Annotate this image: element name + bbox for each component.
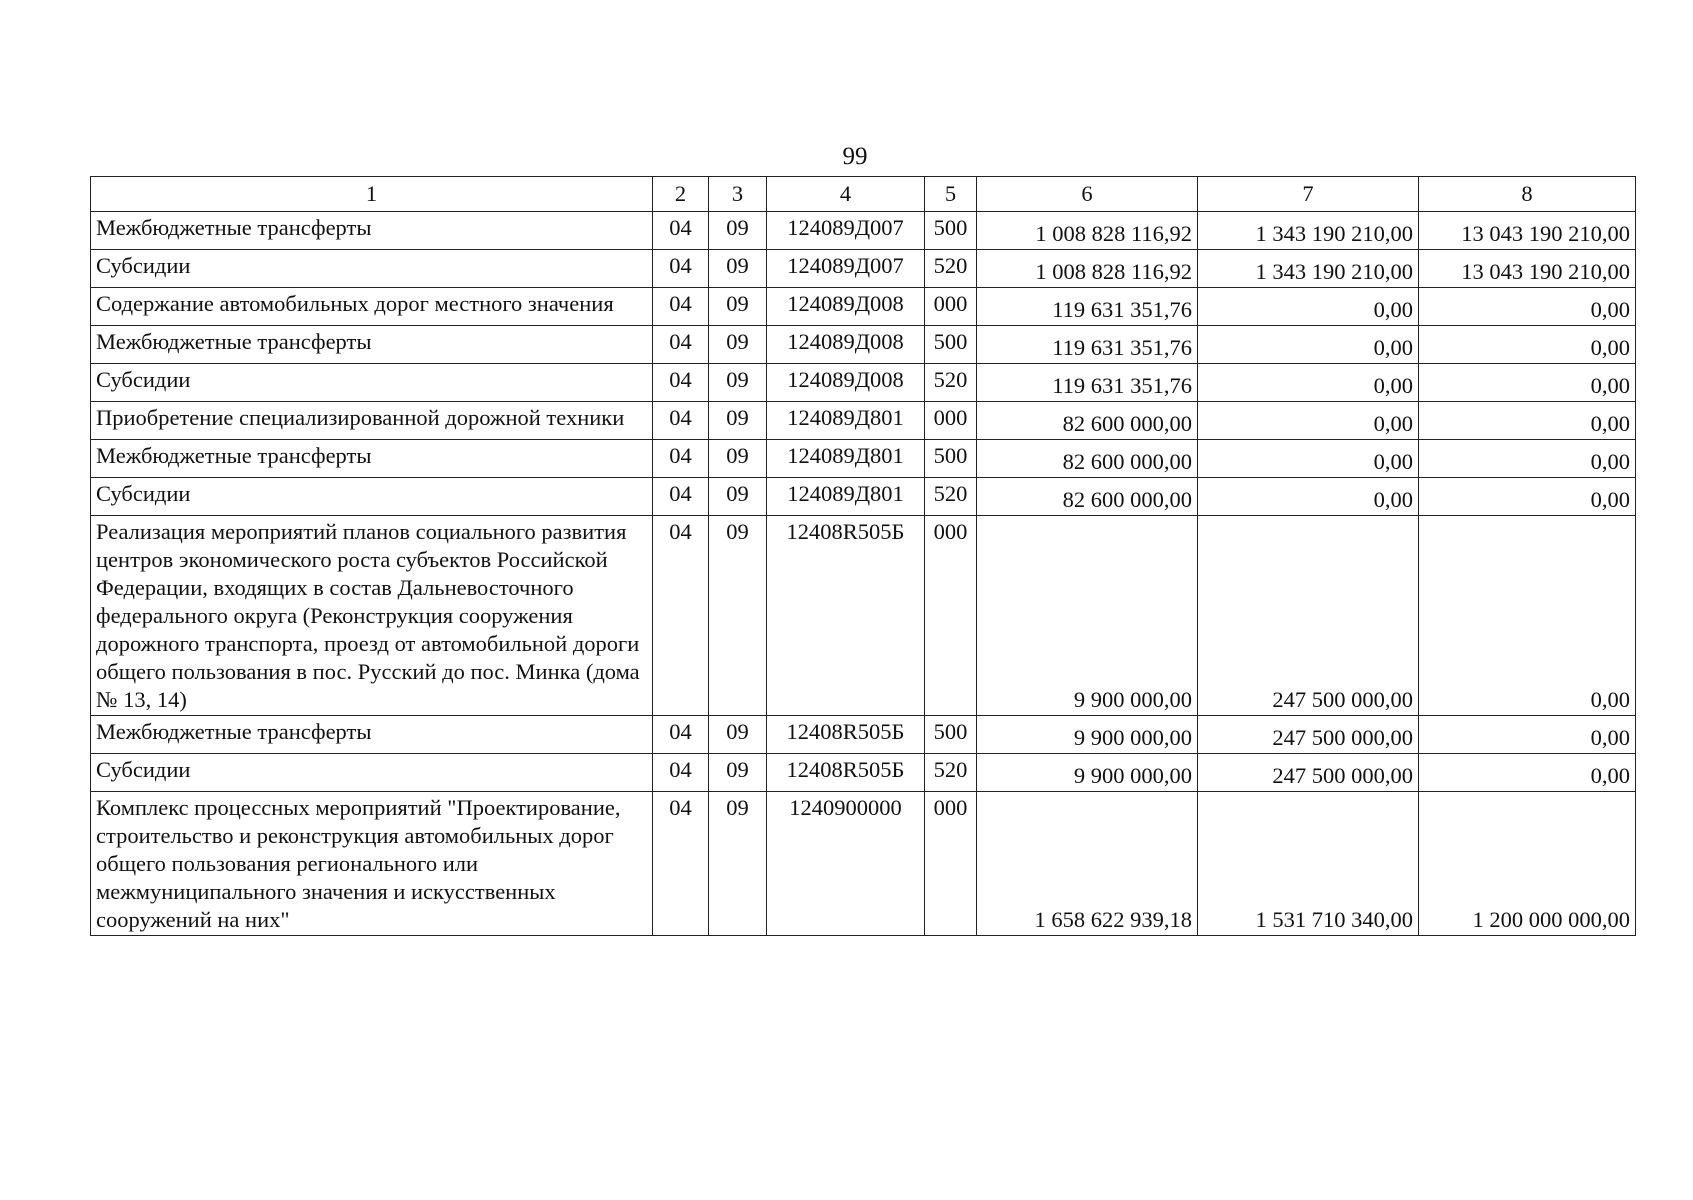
target-article-code: 12408R505Б <box>767 754 925 792</box>
amount-col-6: 1 658 622 939,18 <box>977 792 1198 936</box>
amount-col-6: 119 631 351,76 <box>977 364 1198 402</box>
section-code: 04 <box>653 516 709 716</box>
section-code: 04 <box>653 326 709 364</box>
subsection-code: 09 <box>709 478 767 516</box>
amount-col-7: 0,00 <box>1198 478 1419 516</box>
subsection-code: 09 <box>709 716 767 754</box>
amount-col-8: 1 200 000 000,00 <box>1419 792 1636 936</box>
table-row <box>91 516 1636 716</box>
subsection-code: 09 <box>709 250 767 288</box>
table-row <box>91 212 1636 250</box>
column-header: 1 <box>91 177 653 212</box>
table-row <box>91 402 1636 440</box>
table-row <box>91 364 1636 402</box>
amount-col-6: 9 900 000,00 <box>977 716 1198 754</box>
amount-col-6: 1 008 828 116,92 <box>977 250 1198 288</box>
section-code: 04 <box>653 212 709 250</box>
row-name: Межбюджетные трансферты <box>91 716 653 754</box>
amount-col-6: 119 631 351,76 <box>977 288 1198 326</box>
amount-col-8: 0,00 <box>1419 402 1636 440</box>
column-header: 8 <box>1419 177 1636 212</box>
row-name: Субсидии <box>91 478 653 516</box>
subsection-code: 09 <box>709 440 767 478</box>
amount-col-6: 82 600 000,00 <box>977 478 1198 516</box>
subsection-code: 09 <box>709 288 767 326</box>
section-code: 04 <box>653 716 709 754</box>
amount-col-6: 82 600 000,00 <box>977 402 1198 440</box>
target-article-code: 124089Д008 <box>767 326 925 364</box>
row-name: Приобретение специализированной дорожной техники <box>91 402 653 440</box>
expense-type-code: 520 <box>925 364 977 402</box>
section-code: 04 <box>653 250 709 288</box>
expense-type-code: 000 <box>925 402 977 440</box>
table-header-row <box>91 177 1636 212</box>
amount-col-7: 0,00 <box>1198 364 1419 402</box>
table-row <box>91 440 1636 478</box>
column-header: 6 <box>977 177 1198 212</box>
amount-col-7: 247 500 000,00 <box>1198 716 1419 754</box>
column-header: 4 <box>767 177 925 212</box>
expense-type-code: 500 <box>925 440 977 478</box>
amount-col-7: 0,00 <box>1198 440 1419 478</box>
expense-type-code: 000 <box>925 288 977 326</box>
subsection-code: 09 <box>709 792 767 936</box>
section-code: 04 <box>653 288 709 326</box>
amount-col-6: 1 008 828 116,92 <box>977 212 1198 250</box>
page-number: 99 <box>842 143 868 170</box>
subsection-code: 09 <box>709 402 767 440</box>
column-header: 3 <box>709 177 767 212</box>
row-name: Межбюджетные трансферты <box>91 440 653 478</box>
table-row <box>91 326 1636 364</box>
amount-col-7: 0,00 <box>1198 326 1419 364</box>
row-name: Содержание автомобильных дорог местного значения <box>91 288 653 326</box>
subsection-code: 09 <box>709 212 767 250</box>
amount-col-8: 0,00 <box>1419 716 1636 754</box>
expense-type-code: 500 <box>925 326 977 364</box>
amount-col-7: 1 343 190 210,00 <box>1198 250 1419 288</box>
target-article-code: 124089Д008 <box>767 364 925 402</box>
amount-col-8: 0,00 <box>1419 326 1636 364</box>
column-header: 5 <box>925 177 977 212</box>
budget-table <box>90 176 1636 936</box>
column-header: 7 <box>1198 177 1419 212</box>
row-name: Субсидии <box>91 364 653 402</box>
amount-col-6: 119 631 351,76 <box>977 326 1198 364</box>
target-article-code: 124089Д801 <box>767 440 925 478</box>
amount-col-8: 13 043 190 210,00 <box>1419 250 1636 288</box>
amount-col-8: 0,00 <box>1419 440 1636 478</box>
subsection-code: 09 <box>709 364 767 402</box>
section-code: 04 <box>653 754 709 792</box>
row-name: Реализация мероприятий планов социального развития центров экономического роста субъектов Российской Федерации, входящих в состав Дальневосточного федерального округа (Реконструкция сооружения дорожного транспорта, проезд от автомобильной дороги общего пользования в пос. Русский до пос. Минка (дома № 13, 14) <box>91 516 653 716</box>
row-name: Субсидии <box>91 754 653 792</box>
row-name: Субсидии <box>91 250 653 288</box>
row-name: Межбюджетные трансферты <box>91 326 653 364</box>
section-code: 04 <box>653 792 709 936</box>
amount-col-8: 0,00 <box>1419 516 1636 716</box>
section-code: 04 <box>653 402 709 440</box>
row-name: Комплекс процессных мероприятий "Проектирование, строительство и реконструкция автомобильных дорог общего пользования регионального или межмуниципального значения и искусственных сооружений на них" <box>91 792 653 936</box>
amount-col-7: 1 531 710 340,00 <box>1198 792 1419 936</box>
target-article-code: 12408R505Б <box>767 516 925 716</box>
table-row <box>91 250 1636 288</box>
subsection-code: 09 <box>709 754 767 792</box>
table-row <box>91 716 1636 754</box>
target-article-code: 1240900000 <box>767 792 925 936</box>
amount-col-7: 0,00 <box>1198 402 1419 440</box>
amount-col-6: 82 600 000,00 <box>977 440 1198 478</box>
column-header: 2 <box>653 177 709 212</box>
amount-col-7: 247 500 000,00 <box>1198 754 1419 792</box>
expense-type-code: 520 <box>925 754 977 792</box>
section-code: 04 <box>653 440 709 478</box>
amount-col-8: 0,00 <box>1419 364 1636 402</box>
expense-type-code: 520 <box>925 478 977 516</box>
amount-col-8: 0,00 <box>1419 754 1636 792</box>
amount-col-7: 0,00 <box>1198 288 1419 326</box>
section-code: 04 <box>653 364 709 402</box>
amount-col-6: 9 900 000,00 <box>977 516 1198 716</box>
table-row <box>91 754 1636 792</box>
section-code: 04 <box>653 478 709 516</box>
target-article-code: 124089Д801 <box>767 402 925 440</box>
amount-col-6: 9 900 000,00 <box>977 754 1198 792</box>
target-article-code: 124089Д007 <box>767 212 925 250</box>
expense-type-code: 500 <box>925 212 977 250</box>
table-row <box>91 792 1636 936</box>
subsection-code: 09 <box>709 516 767 716</box>
expense-type-code: 520 <box>925 250 977 288</box>
amount-col-7: 247 500 000,00 <box>1198 516 1419 716</box>
target-article-code: 124089Д801 <box>767 478 925 516</box>
expense-type-code: 000 <box>925 516 977 716</box>
subsection-code: 09 <box>709 326 767 364</box>
amount-col-7: 1 343 190 210,00 <box>1198 212 1419 250</box>
amount-col-8: 0,00 <box>1419 478 1636 516</box>
amount-col-8: 0,00 <box>1419 288 1636 326</box>
table-row <box>91 478 1636 516</box>
table-row <box>91 288 1636 326</box>
target-article-code: 124089Д007 <box>767 250 925 288</box>
amount-col-8: 13 043 190 210,00 <box>1419 212 1636 250</box>
expense-type-code: 000 <box>925 792 977 936</box>
row-name: Межбюджетные трансферты <box>91 212 653 250</box>
target-article-code: 124089Д008 <box>767 288 925 326</box>
target-article-code: 12408R505Б <box>767 716 925 754</box>
expense-type-code: 500 <box>925 716 977 754</box>
